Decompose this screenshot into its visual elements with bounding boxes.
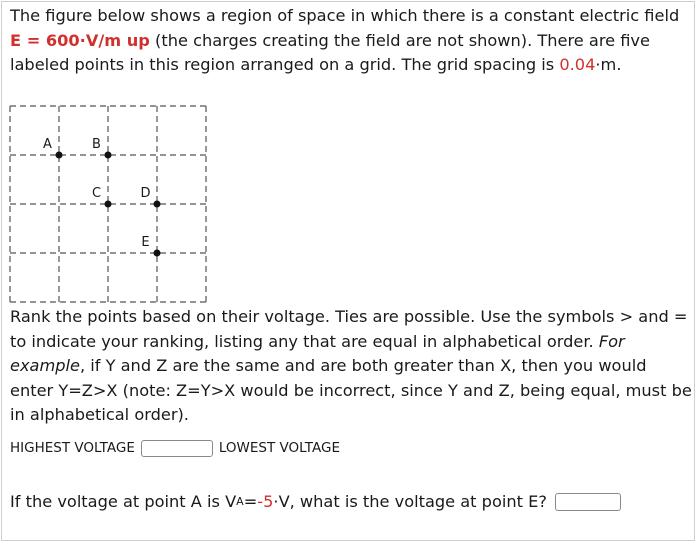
field-value: E = 600·V/m up bbox=[10, 30, 150, 50]
point-b bbox=[105, 152, 112, 159]
point-label-e: E bbox=[141, 235, 150, 250]
lowest-voltage-label: LOWEST VOLTAGE bbox=[218, 440, 340, 456]
point-a bbox=[56, 152, 63, 159]
grid-spacing-value: 0.04 bbox=[559, 55, 596, 74]
point-d bbox=[154, 201, 161, 208]
point-label-d: D bbox=[140, 186, 151, 201]
ranking-instructions bbox=[10, 305, 692, 428]
instructions-text-2: , if Y and Z are the same and are both greater than X, then you would enter Y=Z>X (note: Z=Y>X would be incorrect, since Y and Z, being equal, must be in alphabetical order). bbox=[10, 356, 692, 424]
va-value: -5 bbox=[257, 492, 274, 511]
ranking-row bbox=[10, 437, 340, 459]
instructions-text-1: Rank the points based on their voltage. Ties are possible. Use the symbols > and = to indicate your ranking, listing any that are equal in alphabetical order. bbox=[10, 307, 688, 351]
statement-unit: ·m. bbox=[595, 55, 622, 74]
subscript-a: A bbox=[236, 495, 244, 508]
voltage-question bbox=[10, 490, 627, 514]
question-text-2: ·V, what is the voltage at point E? bbox=[273, 492, 547, 511]
point-label-b: B bbox=[92, 137, 101, 152]
statement-text-2: (the charges creating the field are not shown). There are five labeled points in this region arranged on a grid. The grid spacing is bbox=[10, 30, 650, 74]
instructions-example: For example bbox=[10, 331, 625, 375]
ranking-input[interactable] bbox=[141, 440, 213, 457]
point-e bbox=[154, 250, 161, 257]
equals-sign: = bbox=[243, 492, 258, 511]
problem-statement bbox=[10, 4, 692, 78]
question-text: If the voltage at point A is V bbox=[10, 492, 237, 511]
grid-points bbox=[39, 134, 161, 257]
point-label-c: C bbox=[91, 186, 102, 201]
point-label-a: A bbox=[43, 137, 52, 152]
statement-text-1: The figure below shows a region of space in which there is a constant electric field bbox=[10, 6, 680, 25]
grid-figure bbox=[8, 104, 208, 304]
point-c bbox=[105, 201, 112, 208]
voltage-e-input[interactable] bbox=[555, 493, 621, 511]
highest-voltage-label: HIGHEST VOLTAGE bbox=[10, 440, 135, 456]
